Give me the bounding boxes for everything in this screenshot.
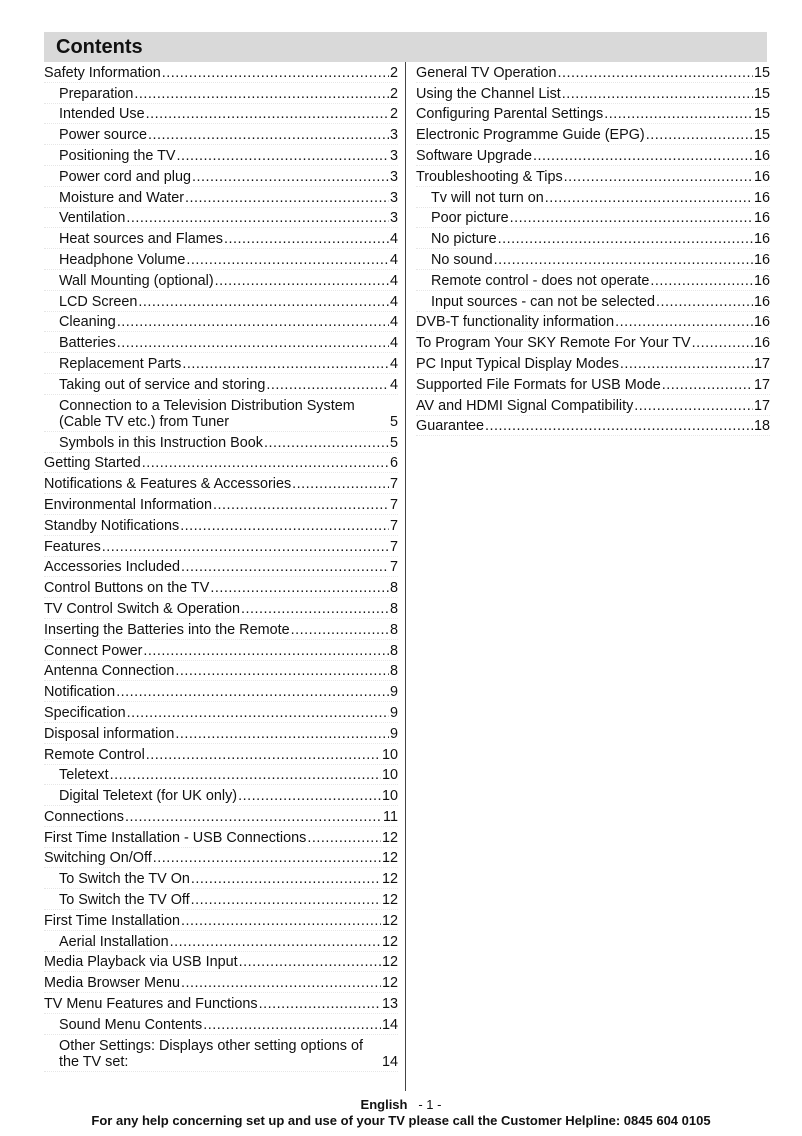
toc-entry-title: No sound <box>431 251 493 268</box>
toc-entry[interactable] <box>44 353 398 374</box>
toc-entry-page: 3 <box>389 210 398 227</box>
toc-entry-title: Connect Power <box>44 642 143 659</box>
toc-entry[interactable] <box>44 536 398 557</box>
toc-leader-dots <box>604 106 753 122</box>
toc-entry-page: 7 <box>389 476 398 493</box>
toc-entry-title: Specification <box>44 704 126 721</box>
toc-leader-dots <box>170 934 381 950</box>
toc-entry-title: Switching On/Off <box>44 850 152 867</box>
toc-right-column <box>416 62 770 436</box>
toc-entry[interactable] <box>416 145 770 166</box>
toc-entry-page: 8 <box>389 621 398 638</box>
toc-leader-dots <box>292 476 389 492</box>
toc-leader-dots <box>191 871 381 887</box>
toc-entry[interactable] <box>416 395 770 416</box>
toc-entry-page: 12 <box>381 850 398 867</box>
toc-leader-dots <box>238 788 381 804</box>
toc-entry-title: Teletext <box>59 767 109 784</box>
toc-entry-title: LCD Screen <box>59 293 138 310</box>
toc-entry-page: 15 <box>753 127 770 144</box>
toc-leader-dots <box>692 335 753 351</box>
toc-entry-title: AV and HDMI Signal Compatibility <box>416 397 634 414</box>
toc-leader-dots <box>215 273 389 289</box>
toc-leader-dots <box>485 418 753 434</box>
toc-entry[interactable] <box>44 640 398 661</box>
toc-entry[interactable] <box>44 702 398 723</box>
toc-leader-dots <box>134 86 389 102</box>
column-divider <box>405 62 406 1091</box>
toc-entry[interactable] <box>44 868 398 889</box>
toc-entry-page: 5 <box>389 434 398 451</box>
toc-entry-title: To Program Your SKY Remote For Your TV <box>416 335 691 352</box>
toc-entry[interactable] <box>44 848 398 869</box>
footer-language-label: English <box>360 1097 408 1112</box>
toc-entry-page: 14 <box>381 1016 398 1033</box>
toc-entry-title: Features <box>44 538 101 555</box>
toc-entry-page: 8 <box>389 663 398 680</box>
toc-leader-dots <box>634 398 753 414</box>
toc-entry[interactable] <box>416 208 770 229</box>
toc-entry-title: Input sources - can not be selected <box>431 293 655 310</box>
toc-leader-dots <box>181 559 389 575</box>
toc-entry-title: Getting Started <box>44 455 141 472</box>
toc-entry[interactable] <box>44 577 398 598</box>
toc-entry[interactable] <box>416 83 770 104</box>
toc-leader-dots <box>558 65 753 81</box>
toc-leader-dots <box>142 455 389 471</box>
toc-entry[interactable] <box>44 515 398 536</box>
toc-entry-page: 8 <box>389 642 398 659</box>
toc-entry-title: Disposal information <box>44 725 175 742</box>
toc-entry[interactable] <box>44 312 398 333</box>
toc-entry-title: Sound Menu Contents <box>59 1016 203 1033</box>
toc-leader-dots <box>646 127 753 143</box>
toc-entry-title: No picture <box>431 231 497 248</box>
toc-entry-page: 2 <box>389 85 398 102</box>
toc-entry-title: Media Playback via USB Input <box>44 954 238 971</box>
toc-entry-page: 18 <box>753 418 770 435</box>
toc-leader-dots <box>210 580 389 596</box>
toc-leader-dots <box>259 996 381 1012</box>
toc-leader-dots <box>117 314 389 330</box>
toc-entry-page: 12 <box>381 871 398 888</box>
toc-entry-page: 15 <box>753 106 770 123</box>
toc-entry-title: Cleaning <box>59 314 116 331</box>
toc-leader-dots <box>562 86 753 102</box>
toc-left-column <box>44 62 398 1072</box>
toc-entry[interactable] <box>44 952 398 973</box>
toc-leader-dots <box>146 106 389 122</box>
toc-entry-page: 11 <box>383 808 398 825</box>
toc-entry-page: 4 <box>389 293 398 310</box>
toc-entry-title: General TV Operation <box>416 64 557 81</box>
toc-entry-title: Ventilation <box>59 210 126 227</box>
toc-entry-page: 4 <box>389 231 398 248</box>
toc-entry-page: 4 <box>389 335 398 352</box>
toc-entry-title: Symbols in this Instruction Book <box>59 434 263 451</box>
toc-entry-title: Aerial Installation <box>59 933 169 950</box>
toc-entry-page: 12 <box>381 975 398 992</box>
toc-entry-page: 9 <box>389 684 398 701</box>
toc-entry-title: Intended Use <box>59 106 145 123</box>
toc-entry[interactable] <box>44 145 398 166</box>
toc-entry[interactable] <box>44 395 398 432</box>
toc-leader-dots <box>291 622 389 638</box>
toc-entry-title: Safety Information <box>44 64 161 81</box>
toc-entry-page: 4 <box>389 376 398 393</box>
toc-entry-title: Connections <box>44 808 124 825</box>
toc-leader-dots <box>620 356 753 372</box>
toc-entry[interactable] <box>416 166 770 187</box>
toc-entry-page: 2 <box>389 64 398 81</box>
toc-entry-page: 12 <box>381 954 398 971</box>
toc-entry[interactable] <box>44 723 398 744</box>
toc-leader-dots <box>498 231 753 247</box>
toc-entry[interactable] <box>44 453 398 474</box>
toc-entry-title: Troubleshooting & Tips <box>416 168 563 185</box>
toc-entry-title: To Switch the TV Off <box>59 892 190 909</box>
toc-entry-title: TV Control Switch & Operation <box>44 600 240 617</box>
toc-leader-dots <box>117 335 389 351</box>
toc-entry-page: 10 <box>381 767 398 784</box>
toc-entry[interactable] <box>44 432 398 453</box>
toc-entry-page: 4 <box>389 251 398 268</box>
toc-entry-title: Guarantee <box>416 418 485 435</box>
toc-leader-dots <box>650 273 753 289</box>
toc-entry-title: First Time Installation - USB Connections <box>44 829 307 846</box>
toc-entry-page: 9 <box>389 725 398 742</box>
toc-entry-page: 7 <box>389 496 398 513</box>
toc-leader-dots <box>241 601 389 617</box>
toc-leader-dots <box>102 539 389 555</box>
toc-entry-title: Supported File Formats for USB Mode <box>416 376 661 393</box>
toc-entry[interactable] <box>416 104 770 125</box>
toc-leader-dots <box>148 127 389 143</box>
toc-entry-page: 16 <box>753 147 770 164</box>
toc-entry[interactable] <box>44 661 398 682</box>
toc-leader-dots <box>266 377 389 393</box>
toc-entry[interactable] <box>416 124 770 145</box>
toc-entry[interactable] <box>416 62 770 83</box>
toc-entry-title: Electronic Programme Guide (EPG) <box>416 127 645 144</box>
toc-entry[interactable] <box>416 249 770 270</box>
toc-entry-title: PC Input Typical Display Modes <box>416 355 619 372</box>
toc-leader-dots <box>153 850 381 866</box>
toc-entry-title: Headphone Volume <box>59 251 186 268</box>
toc-leader-dots <box>533 148 753 164</box>
toc-entry-page: 16 <box>753 314 770 331</box>
toc-leader-dots <box>656 294 753 310</box>
toc-entry[interactable] <box>44 124 398 145</box>
toc-leader-dots <box>116 684 389 700</box>
toc-entry[interactable] <box>44 972 398 993</box>
toc-leader-dots <box>185 190 389 206</box>
toc-entry-title: Moisture and Water <box>59 189 185 206</box>
toc-entry-title: Connection to a Television Distribution System (Cable TV etc.) from Tuner <box>59 397 355 430</box>
toc-leader-dots <box>175 663 389 679</box>
toc-entry[interactable] <box>44 374 398 395</box>
toc-entry-title: Using the Channel List <box>416 85 561 102</box>
toc-entry-title: Wall Mounting (optional) <box>59 272 214 289</box>
toc-entry[interactable] <box>44 889 398 910</box>
toc-entry-title: Software Upgrade <box>416 147 532 164</box>
toc-entry-title: Remote control - does not operate <box>431 272 650 289</box>
toc-leader-dots <box>146 747 381 763</box>
toc-entry[interactable] <box>44 910 398 931</box>
toc-entry[interactable] <box>416 374 770 395</box>
toc-entry[interactable] <box>44 765 398 786</box>
toc-entry[interactable] <box>44 744 398 765</box>
toc-entry-page: 12 <box>381 912 398 929</box>
toc-entry-page: 16 <box>753 231 770 248</box>
toc-entry-title: First Time Installation <box>44 912 180 929</box>
toc-entry-title: DVB-T functionality information <box>416 314 615 331</box>
toc-entry[interactable] <box>416 332 770 353</box>
toc-entry[interactable] <box>44 208 398 229</box>
toc-entry[interactable] <box>416 291 770 312</box>
toc-entry-title: Other Settings: Displays other setting options of the TV set: <box>59 1037 363 1070</box>
toc-entry-page: 3 <box>389 127 398 144</box>
toc-entry[interactable] <box>44 785 398 806</box>
toc-entry-title: Media Browser Menu <box>44 975 180 992</box>
toc-entry[interactable] <box>44 62 398 83</box>
toc-entry-page: 4 <box>389 272 398 289</box>
toc-entry-page: 16 <box>753 335 770 352</box>
toc-entry-title: To Switch the TV On <box>59 871 190 888</box>
toc-leader-dots <box>192 169 389 185</box>
toc-entry-page: 10 <box>381 746 398 763</box>
toc-entry-title: Poor picture <box>431 210 509 227</box>
toc-entry-title: Control Buttons on the TV <box>44 580 210 597</box>
toc-entry-page: 16 <box>753 210 770 227</box>
toc-leader-dots <box>213 497 389 513</box>
toc-entry[interactable] <box>44 104 398 125</box>
toc-entry-page: 7 <box>389 538 398 555</box>
toc-entry[interactable] <box>44 993 398 1014</box>
contents-header <box>44 32 767 62</box>
toc-leader-dots <box>127 705 389 721</box>
toc-leader-dots <box>239 954 381 970</box>
toc-leader-dots <box>662 377 753 393</box>
toc-leader-dots <box>162 65 389 81</box>
toc-entry-page: 4 <box>389 355 398 372</box>
toc-entry[interactable] <box>416 416 770 437</box>
toc-entry-page: 4 <box>389 314 398 331</box>
toc-leader-dots <box>224 231 389 247</box>
toc-entry-title: Digital Teletext (for UK only) <box>59 788 238 805</box>
toc-entry-page: 7 <box>389 559 398 576</box>
toc-entry-page: 13 <box>381 996 398 1013</box>
toc-entry[interactable] <box>44 806 398 827</box>
toc-entry[interactable] <box>44 931 398 952</box>
toc-entry[interactable] <box>416 312 770 333</box>
toc-entry-page: 3 <box>389 189 398 206</box>
toc-entry-title: Inserting the Batteries into the Remote <box>44 621 290 638</box>
page-title: Contents <box>56 36 143 58</box>
toc-leader-dots <box>181 975 381 991</box>
toc-leader-dots <box>180 518 389 534</box>
toc-entry-title: Notifications & Features & Accessories <box>44 476 292 493</box>
toc-leader-dots <box>125 809 382 825</box>
footer-page-number: - 1 - <box>418 1097 442 1112</box>
toc-leader-dots <box>510 210 753 226</box>
toc-entry[interactable] <box>44 249 398 270</box>
toc-entry-title: Positioning the TV <box>59 147 176 164</box>
toc-entry[interactable] <box>44 827 398 848</box>
toc-entry-page: 12 <box>381 933 398 950</box>
footer-language <box>0 1097 802 1112</box>
toc-leader-dots <box>545 190 753 206</box>
toc-entry-page: 14 <box>381 1053 398 1070</box>
toc-entry-page: 7 <box>389 517 398 534</box>
toc-entry[interactable] <box>44 557 398 578</box>
toc-entry-title: Accessories Included <box>44 559 180 576</box>
toc-entry-page: 10 <box>381 788 398 805</box>
toc-entry-title: Tv will not turn on <box>431 189 544 206</box>
toc-entry[interactable] <box>44 598 398 619</box>
toc-entry[interactable] <box>44 1014 398 1035</box>
toc-entry-page: 12 <box>381 829 398 846</box>
toc-leader-dots <box>182 356 389 372</box>
toc-entry[interactable] <box>416 187 770 208</box>
toc-entry-page: 16 <box>753 251 770 268</box>
toc-entry-page: 16 <box>753 168 770 185</box>
footer-helpline: For any help concerning set up and use of your TV please call the Customer Helpline: 0845 604 0105 <box>91 1113 711 1128</box>
toc-entry[interactable] <box>44 228 398 249</box>
toc-entry-title: Preparation <box>59 85 134 102</box>
toc-entry-title: Remote Control <box>44 746 145 763</box>
toc-entry[interactable] <box>44 166 398 187</box>
toc-leader-dots <box>143 643 389 659</box>
toc-entry-page: 9 <box>389 704 398 721</box>
toc-entry-title: TV Menu Features and Functions <box>44 996 258 1013</box>
toc-leader-dots <box>264 435 389 451</box>
toc-entry[interactable] <box>44 619 398 640</box>
toc-entry-page: 17 <box>753 355 770 372</box>
toc-entry-page: 16 <box>753 189 770 206</box>
toc-leader-dots <box>564 169 753 185</box>
toc-entry[interactable] <box>44 332 398 353</box>
toc-entry-page: 8 <box>389 580 398 597</box>
toc-entry-page: 15 <box>753 64 770 81</box>
toc-leader-dots <box>110 767 381 783</box>
toc-entry-page: 5 <box>389 413 398 430</box>
toc-entry-title: Replacement Parts <box>59 355 182 372</box>
toc-entry[interactable] <box>44 1035 398 1072</box>
toc-leader-dots <box>615 314 753 330</box>
toc-entry[interactable] <box>416 353 770 374</box>
toc-leader-dots <box>203 1017 381 1033</box>
toc-entry[interactable] <box>44 494 398 515</box>
toc-entry-page: 12 <box>381 892 398 909</box>
toc-entry-title: Antenna Connection <box>44 663 175 680</box>
toc-leader-dots <box>175 726 389 742</box>
toc-entry[interactable] <box>44 473 398 494</box>
toc-leader-dots <box>181 913 381 929</box>
toc-entry-title: Environmental Information <box>44 496 212 513</box>
toc-leader-dots <box>307 830 381 846</box>
toc-entry-page: 8 <box>389 600 398 617</box>
toc-entry-title: Notification <box>44 684 116 701</box>
toc-leader-dots <box>177 148 389 164</box>
toc-entry-page: 15 <box>753 85 770 102</box>
toc-entry-page: 3 <box>389 147 398 164</box>
toc-entry-page: 17 <box>753 397 770 414</box>
toc-entry-page: 17 <box>753 376 770 393</box>
toc-leader-dots <box>494 252 753 268</box>
toc-entry[interactable] <box>44 681 398 702</box>
toc-entry[interactable] <box>44 187 398 208</box>
toc-leader-dots <box>138 294 389 310</box>
toc-leader-dots <box>186 252 389 268</box>
toc-entry[interactable] <box>416 270 770 291</box>
toc-entry[interactable] <box>44 270 398 291</box>
toc-entry-page: 3 <box>389 168 398 185</box>
toc-entry-title: Power cord and plug <box>59 168 191 185</box>
toc-leader-dots <box>126 210 389 226</box>
toc-entry-title: Configuring Parental Settings <box>416 106 604 123</box>
toc-entry[interactable] <box>416 228 770 249</box>
toc-entry-title: Power source <box>59 127 147 144</box>
toc-entry-title: Standby Notifications <box>44 517 180 534</box>
toc-entry-page: 2 <box>389 106 398 123</box>
toc-entry[interactable] <box>44 83 398 104</box>
toc-entry-title: Taking out of service and storing <box>59 376 266 393</box>
toc-entry-title: Batteries <box>59 335 116 352</box>
toc-leader-dots <box>191 892 381 908</box>
toc-entry-page: 16 <box>753 272 770 289</box>
toc-entry[interactable] <box>44 291 398 312</box>
toc-entry-page: 6 <box>389 455 398 472</box>
toc-entry-page: 16 <box>753 293 770 310</box>
toc-entry-title: Heat sources and Flames <box>59 231 223 248</box>
